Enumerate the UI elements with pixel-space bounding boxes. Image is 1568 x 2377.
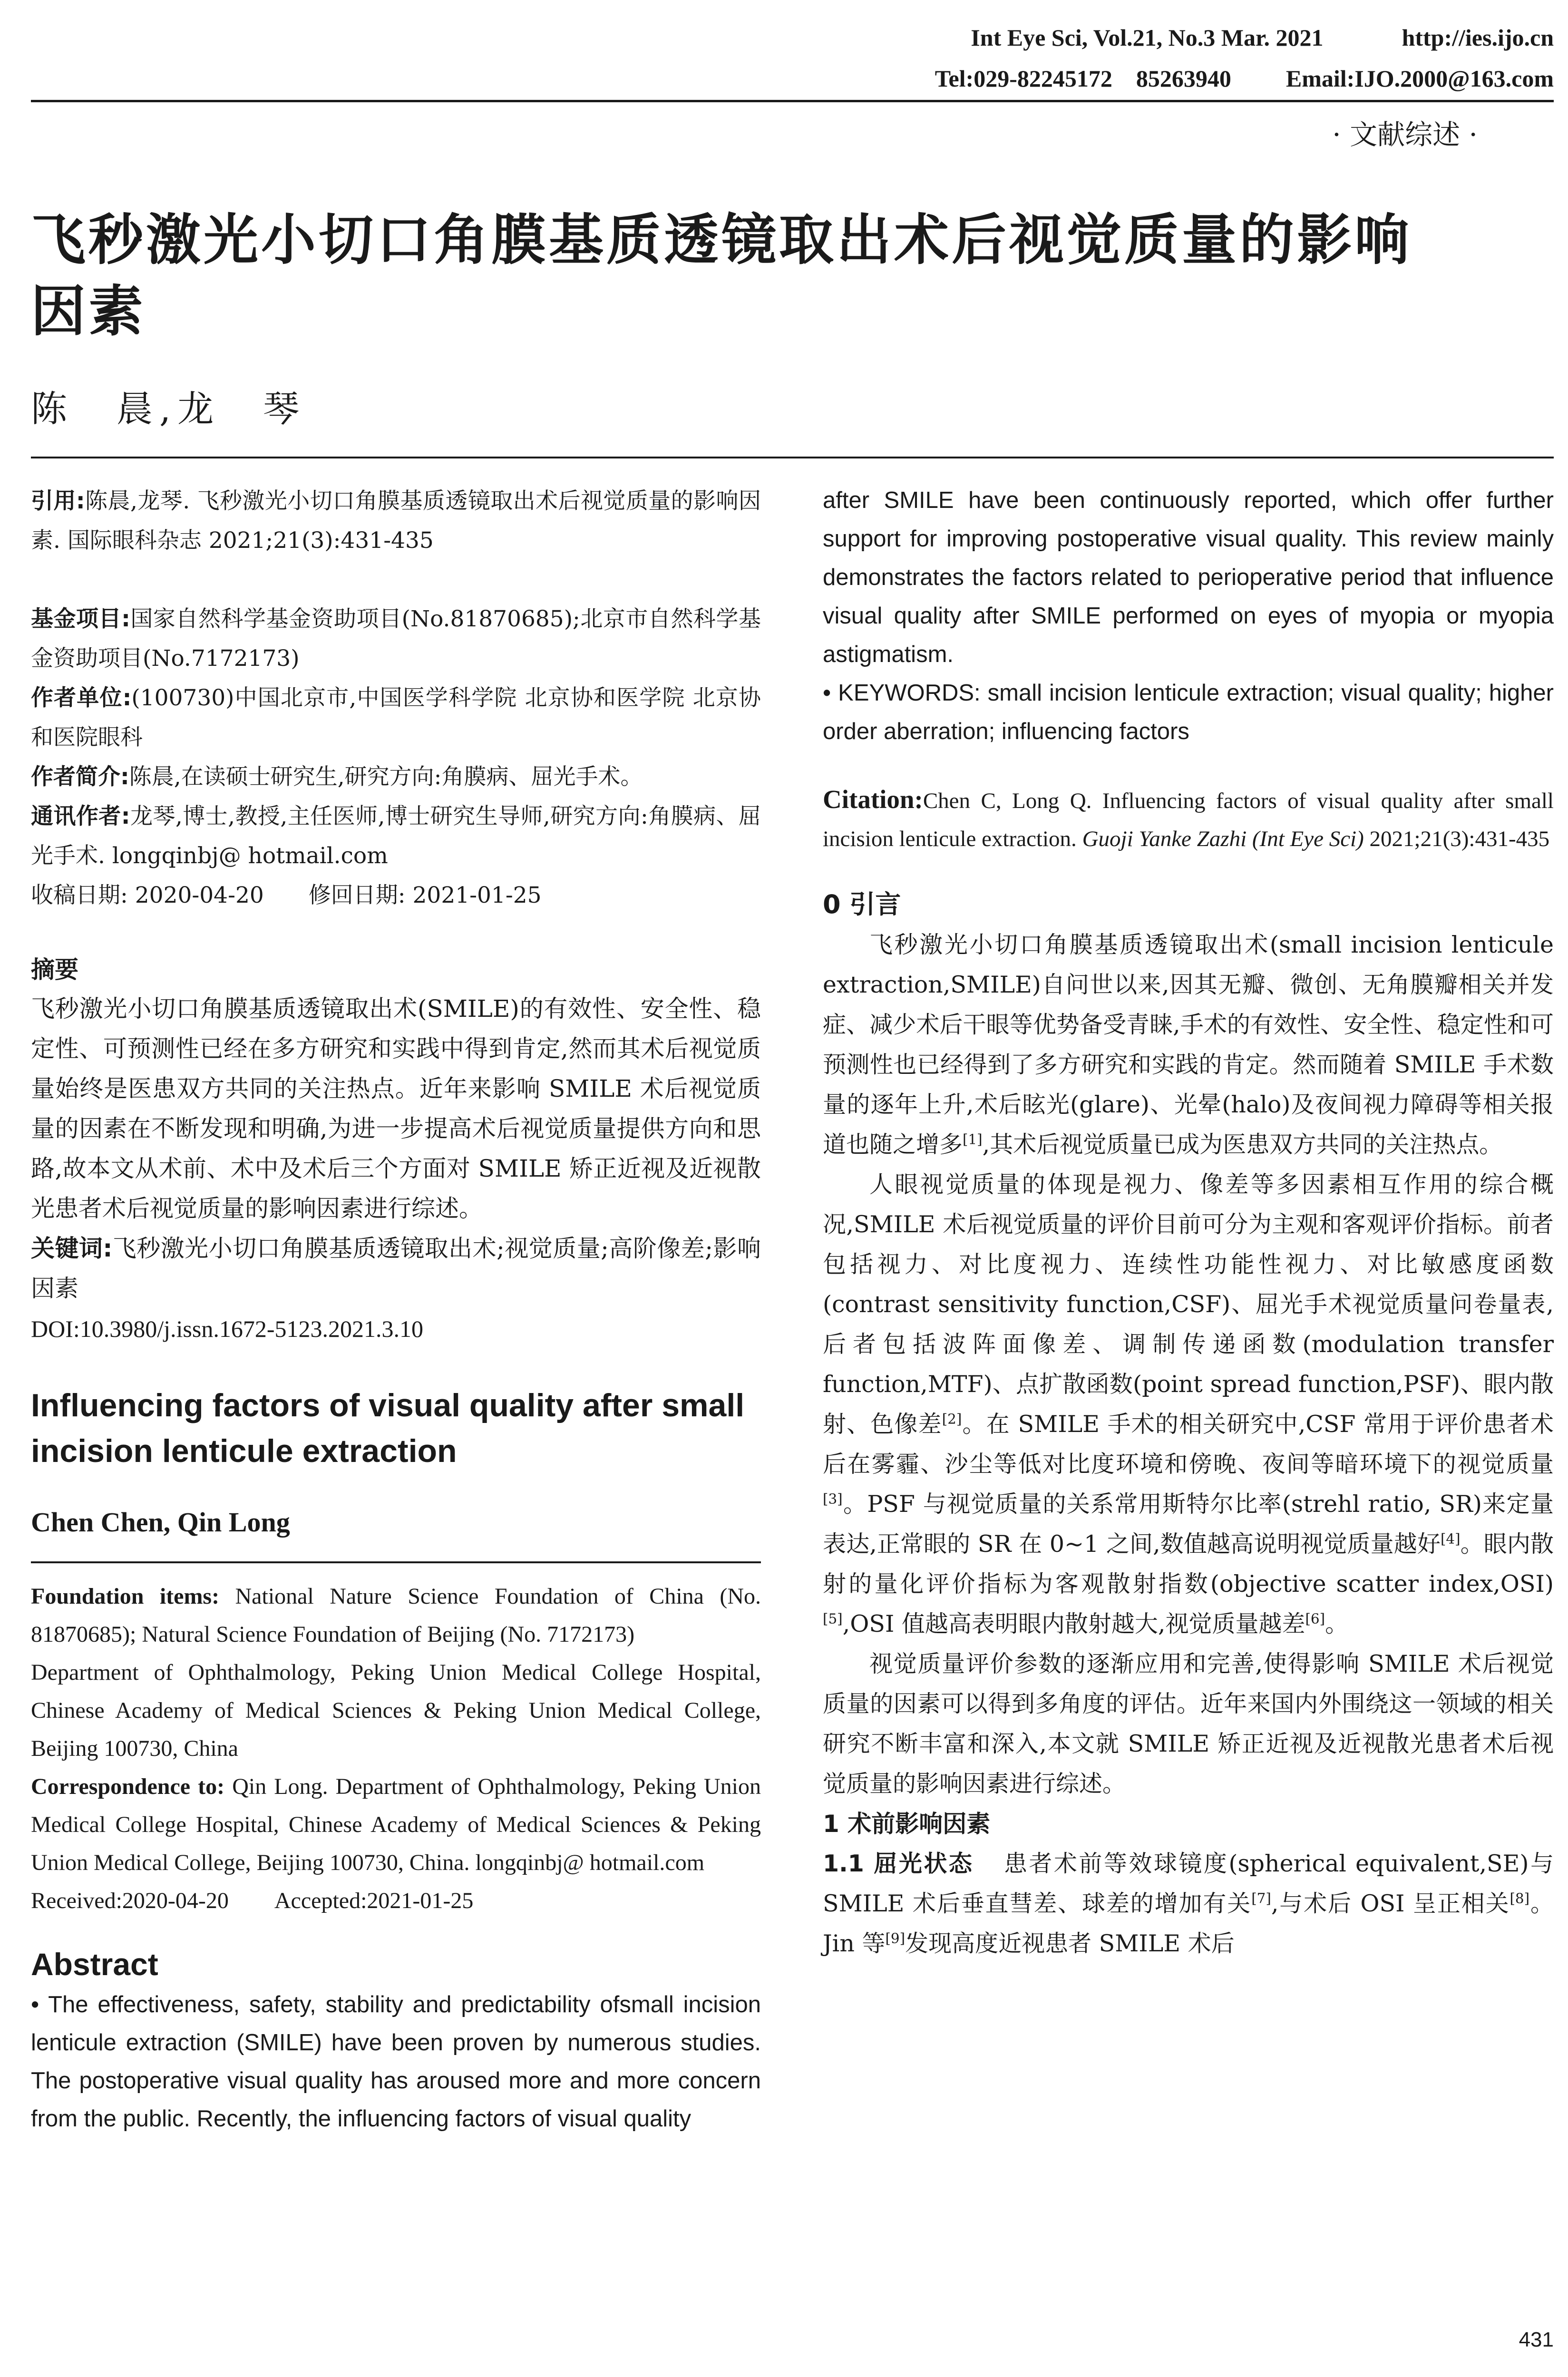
- received-dates-en: Received:2020-04-20 Accepted:2021-01-25: [31, 1888, 474, 1913]
- author-unit: [31, 678, 761, 757]
- p2-text-b: 。在 SMILE 手术的相关研究中,CSF 常用于评价患者术后在雾霾、沙尘等低对比度环境和傍晚、夜间等暗环境下的视觉质量: [823, 1411, 1554, 1478]
- journal-url[interactable]: http://ies.ijo.cn: [1402, 24, 1554, 51]
- ref-5[interactable]: [5]: [823, 1610, 843, 1627]
- p4-text-d: 发现高度近视患者 SMILE 术后: [905, 1930, 1235, 1957]
- citation-label: 引用:: [31, 488, 85, 514]
- citation-text: 陈晨,龙琴. 飞秒激光小切口角膜基质透镜取出术后视觉质量的影响因素. 国际眼科杂志 2021;21(3):431-435: [31, 488, 761, 554]
- intro-label: 作者简介:: [31, 764, 129, 790]
- intro-paragraph-1: [823, 925, 1554, 1165]
- english-meta-rule: [31, 1561, 761, 1563]
- p4-text-b: ,与术后 OSI 呈正相关: [1271, 1890, 1510, 1917]
- foundation-en: [31, 1578, 761, 1654]
- abstract-cn-text: 飞秒激光小切口角膜基质透镜取出术(SMILE)的有效性、安全性、稳定性、可预测性已经在多方研究和实践中得到肯定,然而其术后视觉质量始终是医患双方共同的关注热点。近年来影响 SMILE 术后视觉质量的因素在不断发现和明确,为进一步提高术后视觉质量提供方向和思路,故本文从术前、术中及术后三个方面对 SMILE 矫正近视及近视散光患者术后视觉质量的影响因素进行综述。: [31, 995, 761, 1222]
- abstract-en-text: • The effectiveness, safety, stability and predictability ofsmall incision lenticule extraction (SMILE) have been proven by numerous studies. The postoperative visual quality has aroused more and more concern from the public. Recently, the influencing factors of visual quality: [31, 1992, 761, 2132]
- unit-text: (100730)中国北京市,中国医学科学院 北京协和医学院 北京协和医院眼科: [31, 685, 761, 750]
- citation-en-text-b: 2021;21(3):431-435: [1363, 827, 1550, 851]
- keywords-cn: [31, 1228, 761, 1308]
- keywords-en: • KEYWORDS: small incision lenticule extraction; visual quality; higher order aberration; influencing factors: [823, 680, 1554, 744]
- section-tag: · 文献综述 ·: [1332, 118, 1478, 151]
- title-rule: [31, 457, 1554, 458]
- ref-3[interactable]: [3]: [823, 1490, 843, 1507]
- p4-text-c: 。Jin 等: [823, 1890, 1554, 1957]
- foundation-label: 基金项目:: [31, 606, 130, 632]
- journal-tel: Tel:029-82245172 85263940: [935, 65, 1231, 92]
- unit-label: 作者单位:: [31, 685, 132, 711]
- author-intro: [31, 757, 761, 797]
- p2-text-e: ,OSI 值越高表明眼内散射越大,视觉质量越差: [842, 1610, 1305, 1637]
- ref-2[interactable]: [2]: [942, 1411, 962, 1427]
- citation-en: [823, 780, 1554, 858]
- abstract-en-heading: Abstract: [31, 1947, 158, 1982]
- citation-en-label: Citation:: [823, 785, 923, 814]
- section-1-1-paragraph: [823, 1844, 1554, 1964]
- authors-cn: 陈 晨,龙 琴: [31, 388, 306, 430]
- ref-7[interactable]: [7]: [1251, 1890, 1271, 1907]
- right-column: [823, 481, 1554, 1964]
- ref-4[interactable]: [4]: [1440, 1530, 1461, 1547]
- p1-text-b: ,其术后视觉质量已成为医患双方共同的关注热点。: [982, 1131, 1503, 1158]
- corr-text: 龙琴,博士,教授,主任医师,博士研究生导师,研究方向:角膜病、屈光手术. longqinbj@ hotmail.com: [31, 803, 761, 869]
- ref-8[interactable]: [8]: [1510, 1890, 1530, 1907]
- p4-text-a: 患者术前等效球镜度(spherical equivalent,SE)与 SMILE 术后垂直彗差、球差的增加有关: [823, 1850, 1554, 1917]
- citation-cn: [31, 481, 761, 560]
- section-0-heading: 0 引言: [823, 889, 901, 919]
- intro-paragraph-2: [823, 1165, 1554, 1644]
- citation-en-journal: Guoji Yanke Zazhi (Int Eye Sci): [1082, 827, 1364, 851]
- journal-info: Int Eye Sci, Vol.21, No.3 Mar. 2021: [971, 24, 1324, 51]
- article-title-line1: 飞秒激光小切口角膜基质透镜取出术后视觉质量的影响: [31, 208, 1412, 272]
- article-title-line2: 因素: [31, 279, 146, 343]
- ref-1[interactable]: [1]: [963, 1131, 983, 1148]
- p2-text-f: 。: [1325, 1610, 1349, 1637]
- page-number: 431: [1519, 2328, 1554, 2351]
- header-rule: [31, 100, 1554, 102]
- keywords-cn-text: 飞秒激光小切口角膜基质透镜取出术;视觉质量;高阶像差;影响因素: [31, 1235, 761, 1302]
- intro-text: 陈晨,在读硕士研究生,研究方向:角膜病、屈光手术。: [129, 764, 643, 790]
- p2-text-c: 。PSF 与视觉质量的关系常用斯特尔比率(strehl ratio, SR)来定量表达,正常眼的 SR 在 0~1 之间,数值越高说明视觉质量越好: [823, 1490, 1554, 1558]
- journal-header-line2: [935, 64, 1554, 93]
- section-1-heading: 1 术前影响因素: [823, 1810, 991, 1838]
- corr-label: 通讯作者:: [31, 803, 130, 829]
- authors-en: Chen Chen, Qin Long: [31, 1507, 290, 1538]
- corresponding-author: [31, 797, 761, 876]
- p2-text-a: 人眼视觉质量的体现是视力、像差等多因素相互作用的综合概况,SMILE 术后视觉质量的评价目前可分为主观和客观评价指标。前者包括视力、对比度视力、连续性功能性视力、对比敏感度函数(contrast sensitivity function,CSF)、屈光手术视觉质量问卷量表,后者包括波阵面像差、调制传递函数(modulation transfer function,MTF)、点扩散函数(point spread function,PSF)、眼内散射、色像差: [823, 1171, 1554, 1438]
- ref-9[interactable]: [9]: [885, 1930, 906, 1947]
- abstract-en-continued: after SMILE have been continuously reported, which offer further support for improving postoperative visual quality. This review mainly demonstrates the factors related to perioperative period that influence visual quality after SMILE performed on eyes of myopia or myopia astigmatism.: [823, 487, 1554, 667]
- correspondence-en: [31, 1768, 761, 1882]
- department-en: Department of Ophthalmology, Peking Union Medical College Hospital, Chinese Academy of Medical Sciences & Peking Union Medical College, Beijing 100730, China: [31, 1660, 761, 1761]
- corr-en-text: Qin Long. Department of Ophthalmology, Peking Union Medical College Hospital, Chinese Academy of Medical Sciences & Peking Union Medical College, Beijing 100730, China. longqinbj@ hotmail.com: [31, 1774, 761, 1875]
- foundation-en-label: Foundation items:: [31, 1584, 220, 1609]
- abstract-cn-heading: 摘要: [31, 956, 78, 984]
- foundation-text: 国家自然科学基金资助项目(No.81870685);北京市自然科学基金资助项目(No.7172173): [31, 606, 761, 672]
- left-column: [31, 481, 761, 2138]
- p2-text-d: 。眼内散射的量化评价指标为客观散射指数(objective scatter index,OSI): [823, 1530, 1554, 1598]
- citation-en-text-a: Chen C, Long Q. Influencing factors of visual quality after small incision lenticule extraction.: [823, 789, 1554, 851]
- intro-paragraph-3: 视觉质量评价参数的逐渐应用和完善,使得影响 SMILE 术后视觉质量的因素可以得到多角度的评估。近年来国内外围绕这一领域的相关研究不断丰富和深入,本文就 SMILE 矫正近视及近视散光患者术后视觉质量的影响因素进行综述。: [823, 1650, 1554, 1797]
- corr-en-label: Correspondence to:: [31, 1774, 225, 1799]
- doi[interactable]: DOI:10.3980/j.issn.1672-5123.2021.3.10: [31, 1315, 423, 1342]
- received-dates-cn: 收稿日期: 2020-04-20 修回日期: 2021-01-25: [31, 882, 542, 908]
- english-title: Influencing factors of visual quality after small incision lenticule extraction: [31, 1387, 745, 1469]
- journal-email[interactable]: Email:IJO.2000@163.com: [1286, 65, 1554, 92]
- section-1-1-heading: 1.1 屈光状态: [823, 1850, 974, 1877]
- foundation-cn: [31, 599, 761, 678]
- p1-text-a: 飞秒激光小切口角膜基质透镜取出术(small incision lenticule extraction,SMILE)自问世以来,因其无瓣、微创、无角膜瓣相关并发症、减少术后干眼等优势备受青睐,手术的有效性、安全性、稳定性和可预测性也已经得到了多方研究和实践的肯定。然而随着 SMILE 手术数量的逐年上升,术后眩光(glare)、光晕(halo)及夜间视力障碍等相关报道也随之增多: [823, 931, 1554, 1158]
- journal-header-line1: [971, 23, 1554, 52]
- ref-6[interactable]: [6]: [1305, 1610, 1325, 1627]
- foundation-en-text: National Nature Science Foundation of China (No. 81870685); Natural Science Foundation of Beijing (No. 7172173): [31, 1584, 761, 1647]
- keywords-cn-label: 关键词:: [31, 1235, 113, 1262]
